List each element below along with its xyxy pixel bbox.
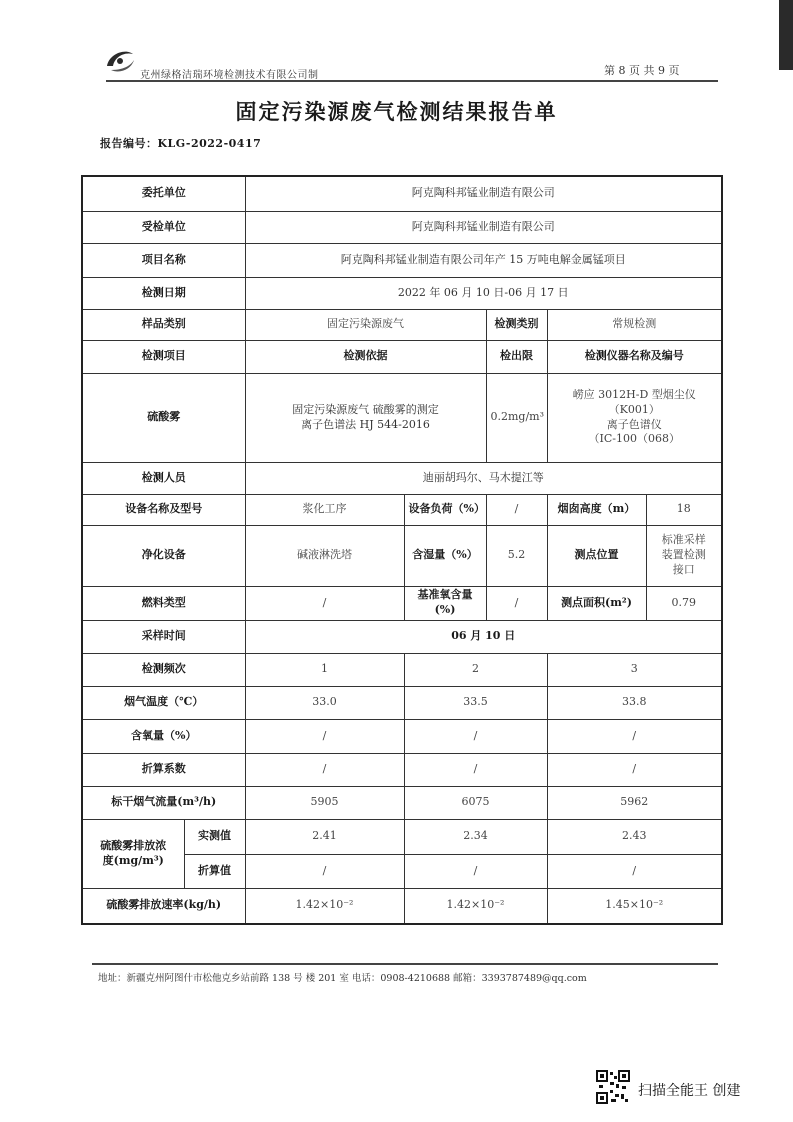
page-info: 第 8 页 共 9 页 [604,64,680,77]
row-oxygen [82,719,722,753]
row-project [82,243,722,277]
detection-limit-value: 0.2mg/m³ [486,373,547,462]
stack-height-value: 18 [646,494,722,525]
converted-1: / [245,854,404,888]
instrument-line2: （K001） [608,402,660,416]
frequency-1: 1 [245,653,404,686]
temperature-1: 33.0 [245,686,404,719]
results-table [81,175,723,925]
instrument-value [547,373,722,462]
footer-divider [92,963,718,965]
moisture-label: 含湿量（%） [404,525,486,586]
oxygen-label: 含氧量（%） [82,719,245,753]
converted-2: / [404,854,547,888]
personnel-value: 迪丽胡玛尔、马木提江等 [245,462,722,494]
scanner-watermark: 扫描全能王 创建 [638,1083,741,1099]
concentration-label [82,819,184,888]
test-basis-label: 检测依据 [245,340,486,373]
row-method-header [82,340,722,373]
row-temperature [82,686,722,719]
instrument-line1: 崂应 3012H-D 型烟尘仪 [572,387,696,401]
emission-rate-label: 硫酸雾排放速率(kg/h) [82,888,245,924]
flow-3: 5962 [547,786,722,819]
flow-label: 标干烟气流量(m³/h) [82,786,245,819]
sample-type-label: 样品类别 [82,309,245,340]
temperature-label: 烟气温度（℃） [82,686,245,719]
sampling-point-value [646,525,722,586]
factor-2: / [404,753,547,786]
sampling-point-line1: 标准采样 [661,533,706,547]
factor-3: / [547,753,722,786]
point-area-label: 测点面积(m²) [547,586,646,620]
row-measured [82,819,722,854]
measured-1: 2.41 [245,819,404,854]
sampling-point-line2: 装置检测 [661,548,706,562]
sample-type-value: 固定污染源废气 [245,309,486,340]
detection-limit-label: 检出限 [486,340,547,373]
row-emission-rate [82,888,722,924]
test-basis-value [245,373,486,462]
equipment-load-label: 设备负荷（%） [404,494,486,525]
inspected-value: 阿克陶科邦锰业制造有限公司 [245,211,722,243]
temperature-2: 33.5 [404,686,547,719]
company-name: 克州绿格洁瑞环境检测技术有限公司制 [140,70,319,81]
equipment-name-value: 浆化工序 [245,494,404,525]
project-value: 阿克陶科邦锰业制造有限公司年产 15 万吨电解金属锰项目 [245,243,722,277]
row-personnel [82,462,722,494]
header-divider [106,80,718,82]
frequency-label: 检测频次 [82,653,245,686]
report-number: 报告编号：KLG-2022-0417 [100,137,262,150]
row-purification [82,525,722,586]
row-method [82,373,722,462]
sampling-time-label: 采样时间 [82,620,245,653]
row-client [82,176,722,211]
purification-value: 碱液淋洗塔 [245,525,404,586]
sampling-point-label: 测点位置 [547,525,646,586]
temperature-3: 33.8 [547,686,722,719]
report-title: 固定污染源废气检测结果报告单 [235,99,558,124]
row-fuel [82,586,722,620]
project-label: 项目名称 [82,243,245,277]
company-logo-icon [103,44,137,76]
row-frequency [82,653,722,686]
personnel-label: 检测人员 [82,462,245,494]
test-basis-line1: 固定污染源废气 硫酸雾的测定 [292,402,439,416]
scan-edge-mark [779,0,793,70]
inspected-label: 受检单位 [82,211,245,243]
test-item-value: 硫酸雾 [82,373,245,462]
equipment-name-label: 设备名称及型号 [82,494,245,525]
equipment-load-value: / [486,494,547,525]
frequency-3: 3 [547,653,722,686]
measured-3: 2.43 [547,819,722,854]
row-date [82,277,722,309]
point-area-value: 0.79 [646,586,722,620]
fuel-type-value: / [245,586,404,620]
emission-rate-3: 1.45×10⁻² [547,888,722,924]
measured-2: 2.34 [404,819,547,854]
sampling-point-line3: 接口 [672,562,695,576]
row-flow [82,786,722,819]
concentration-label-line2: 度(mg/m³) [102,853,164,867]
row-sample-type [82,309,722,340]
oxygen-1: / [245,719,404,753]
date-label: 检测日期 [82,277,245,309]
qr-code-icon [596,1070,630,1104]
ref-oxygen-value: / [486,586,547,620]
converted-label: 折算值 [184,854,245,888]
flow-1: 5905 [245,786,404,819]
concentration-label-line1: 硫酸雾排放浓 [100,838,167,852]
instrument-line4: （IC-100（068） [588,432,680,446]
emission-rate-2: 1.42×10⁻² [404,888,547,924]
test-item-label: 检测项目 [82,340,245,373]
test-type-label: 检测类别 [486,309,547,340]
row-equipment [82,494,722,525]
oxygen-3: / [547,719,722,753]
factor-label: 折算系数 [82,753,245,786]
frequency-2: 2 [404,653,547,686]
converted-3: / [547,854,722,888]
oxygen-2: / [404,719,547,753]
test-basis-line2: 离子色谱法 HJ 544-2016 [301,417,430,431]
client-value: 阿克陶科邦锰业制造有限公司 [245,176,722,211]
instrument-line3: 离子色谱仪 [606,417,662,431]
test-type-value: 常规检测 [547,309,722,340]
footer-address: 地址：新疆克州阿图什市松他克乡站前路 138 号 楼 201 室 电话：0908-4210688 邮箱：3393787489@qq.com [98,973,587,984]
flow-2: 6075 [404,786,547,819]
instrument-label: 检测仪器名称及编号 [547,340,722,373]
row-inspected [82,211,722,243]
moisture-value: 5.2 [486,525,547,586]
ref-oxygen-label: 基准氧含量(%) [404,586,486,620]
row-factor [82,753,722,786]
fuel-type-label: 燃料类型 [82,586,245,620]
client-label: 委托单位 [82,176,245,211]
stack-height-label: 烟囱高度（m） [547,494,646,525]
sampling-time-value: 06 月 10 日 [245,620,722,653]
measured-label: 实测值 [184,819,245,854]
purification-label: 净化设备 [82,525,245,586]
row-sampling-time [82,620,722,653]
factor-1: / [245,753,404,786]
emission-rate-1: 1.42×10⁻² [245,888,404,924]
date-value: 2022 年 06 月 10 日-06 月 17 日 [245,277,722,309]
